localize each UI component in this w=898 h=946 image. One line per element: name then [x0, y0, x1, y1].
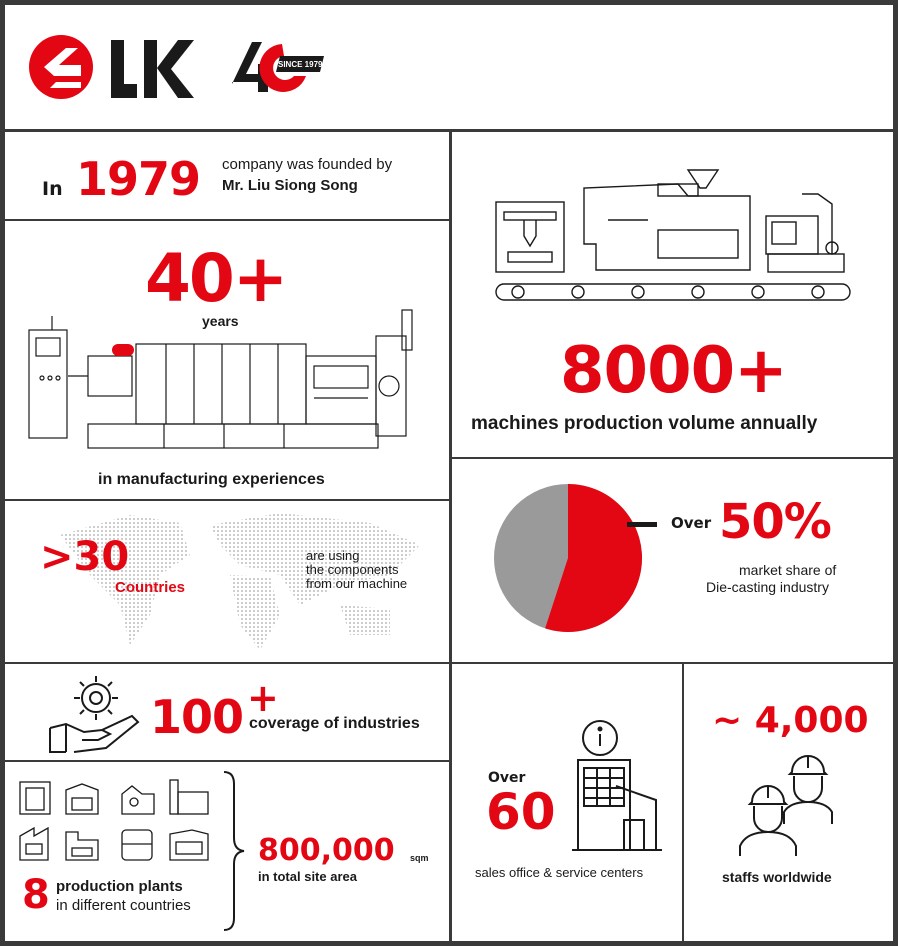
- divider-production: [450, 457, 893, 459]
- market-share-value: 50%: [719, 494, 831, 550]
- office-info-icon: [572, 716, 662, 856]
- staff-illustration: [732, 750, 842, 860]
- divider-staff: [682, 662, 684, 942]
- market-share-pie: [492, 482, 644, 634]
- years-unit: years: [202, 313, 239, 329]
- founded-line2: Mr. Liu Siong Song: [222, 177, 358, 194]
- production-caption: machines production volume annually: [471, 413, 818, 434]
- pie-chart: [492, 482, 644, 634]
- staff-number: ~ 4,000: [712, 700, 869, 741]
- area-unit: sqm: [410, 853, 429, 863]
- area-caption: in total site area: [258, 869, 357, 884]
- gear-hand-icon: [44, 668, 144, 756]
- industries-illustration: [44, 668, 144, 756]
- plants-line2: in different countries: [56, 897, 191, 914]
- founded-line1: company was founded by: [222, 156, 393, 173]
- since-label: SINCE 1979: [278, 60, 323, 69]
- industries-caption: coverage of industries: [249, 715, 420, 732]
- area-number: 800,000: [258, 833, 395, 868]
- countries-line3: from our machine: [306, 576, 408, 591]
- countries-line1: are using: [306, 548, 360, 563]
- years-number: 40+: [145, 240, 287, 317]
- plants-illustration: [16, 774, 214, 864]
- staff-caption: staffs worldwide: [722, 869, 832, 885]
- production-line-illustration: [488, 160, 863, 310]
- machine-brand-plate: [112, 344, 134, 356]
- lk-logo: [26, 32, 206, 102]
- offices-caption: sales office & service centers: [475, 865, 644, 880]
- industries-plus: +: [247, 676, 279, 720]
- anniversary-badge: [222, 36, 332, 96]
- production-number: 8000+: [560, 334, 787, 408]
- industries-number: 100: [150, 690, 244, 744]
- market-share-line2: Die-casting industry: [706, 579, 829, 595]
- workers-icon: [732, 750, 842, 860]
- divider-vertical-main: [449, 129, 452, 941]
- factory-buildings-icon: [16, 774, 214, 864]
- market-share-line1: market share of: [739, 562, 837, 578]
- offices-number: 60: [486, 783, 556, 841]
- countries-number: >30: [40, 534, 130, 580]
- plants-brace: [222, 770, 246, 932]
- office-building-illustration: [572, 716, 662, 856]
- divider-years: [5, 499, 451, 501]
- divider-mid: [5, 662, 893, 664]
- market-share-prefix: Over: [671, 514, 712, 532]
- countries-line2: the components: [306, 562, 399, 577]
- factory-line-icon: [488, 160, 863, 310]
- offices-prefix: Over: [488, 770, 526, 786]
- plants-line1: production plants: [56, 878, 183, 895]
- die-casting-machine-illustration: [24, 306, 429, 461]
- plants-count: 8: [22, 872, 50, 918]
- brace-icon: [222, 770, 246, 932]
- divider-founded: [5, 219, 451, 221]
- founded-prefix: In: [42, 178, 63, 200]
- founded-year: 1979: [76, 152, 201, 206]
- pie-pointer: [627, 522, 657, 527]
- years-caption: in manufacturing experiences: [98, 471, 325, 488]
- countries-unit: Countries: [115, 579, 186, 596]
- divider-industries: [5, 760, 451, 762]
- die-casting-machine-icon: [24, 306, 429, 461]
- lk-emblem-icon: [26, 32, 206, 102]
